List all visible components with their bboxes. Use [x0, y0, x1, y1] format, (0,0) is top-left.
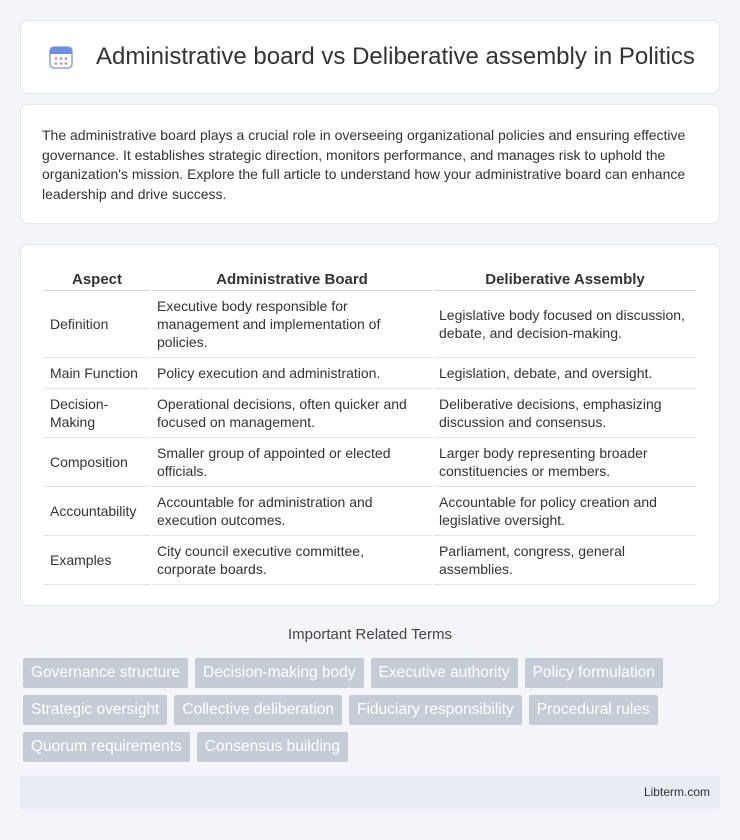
header-card [20, 20, 720, 94]
assembly-cell: Parliament, congress, general assemblies. [434, 536, 696, 585]
term-tag[interactable]: Quorum requirements [23, 732, 190, 762]
board-cell: Accountable for administration and execution outcomes. [152, 487, 432, 536]
term-row [23, 695, 703, 725]
board-cell: City council executive committee, corporate boards. [152, 536, 432, 585]
term-tag[interactable]: Policy formulation [525, 658, 663, 688]
page-title: Administrative board vs Deliberative assembly in Politics [96, 43, 695, 70]
assembly-cell: Accountable for policy creation and legislative oversight. [434, 487, 696, 536]
assembly-cell: Legislative body focused on discussion, debate, and decision-making. [434, 291, 696, 358]
column-header-deliberative-assembly: Deliberative Assembly [434, 265, 696, 291]
term-row [23, 658, 703, 688]
aspect-cell: Composition [44, 438, 150, 487]
intro-card [20, 104, 720, 224]
term-tag[interactable]: Strategic oversight [23, 695, 167, 725]
term-tag[interactable]: Governance structure [23, 658, 188, 688]
term-tag[interactable]: Decision-making body [195, 658, 364, 688]
comparison-table [42, 265, 698, 585]
aspect-cell: Main Function [44, 358, 150, 389]
aspect-cell: Decision-Making [44, 389, 150, 438]
related-terms-title: Important Related Terms [288, 626, 452, 643]
intro-paragraph: The administrative board plays a crucial role in overseeing organizational policies and ensuring effective governance. It establishes strategic direction, monitors performance, and manages risk to uphold the organization's mission. Explore the full article to understand how your administrative board can enhance leadership and drive success. [42, 127, 686, 202]
term-tag[interactable]: Fiduciary responsibility [349, 695, 522, 725]
aspect-cell: Definition [44, 291, 150, 358]
column-header-aspect: Aspect [44, 265, 150, 291]
table-header-row [44, 265, 696, 291]
term-tag[interactable]: Consensus building [197, 732, 348, 762]
term-tag[interactable]: Procedural rules [529, 695, 658, 725]
board-cell: Operational decisions, often quicker and focused on management. [152, 389, 432, 438]
term-tag[interactable]: Collective deliberation [174, 695, 342, 725]
board-cell: Policy execution and administration. [152, 358, 432, 389]
table-row [44, 358, 696, 389]
term-tag[interactable]: Executive authority [371, 658, 518, 688]
board-cell: Executive body responsible for management and implementation of policies. [152, 291, 432, 358]
table-row [44, 536, 696, 585]
calendar-icon [48, 44, 74, 70]
assembly-cell: Deliberative decisions, emphasizing discussion and consensus. [434, 389, 696, 438]
footer [20, 776, 720, 809]
footer-site-link[interactable]: Libterm.com [643, 785, 710, 799]
aspect-cell: Examples [44, 536, 150, 585]
table-row [44, 487, 696, 536]
comparison-card [20, 244, 720, 606]
column-header-administrative-board: Administrative Board [152, 265, 432, 291]
related-terms [23, 658, 703, 769]
aspect-cell: Accountability [44, 487, 150, 536]
assembly-cell: Larger body representing broader constituencies or members. [434, 438, 696, 487]
table-row [44, 389, 696, 438]
table-row [44, 291, 696, 358]
assembly-cell: Legislation, debate, and oversight. [434, 358, 696, 389]
term-row [23, 732, 703, 762]
board-cell: Smaller group of appointed or elected officials. [152, 438, 432, 487]
table-row [44, 438, 696, 487]
